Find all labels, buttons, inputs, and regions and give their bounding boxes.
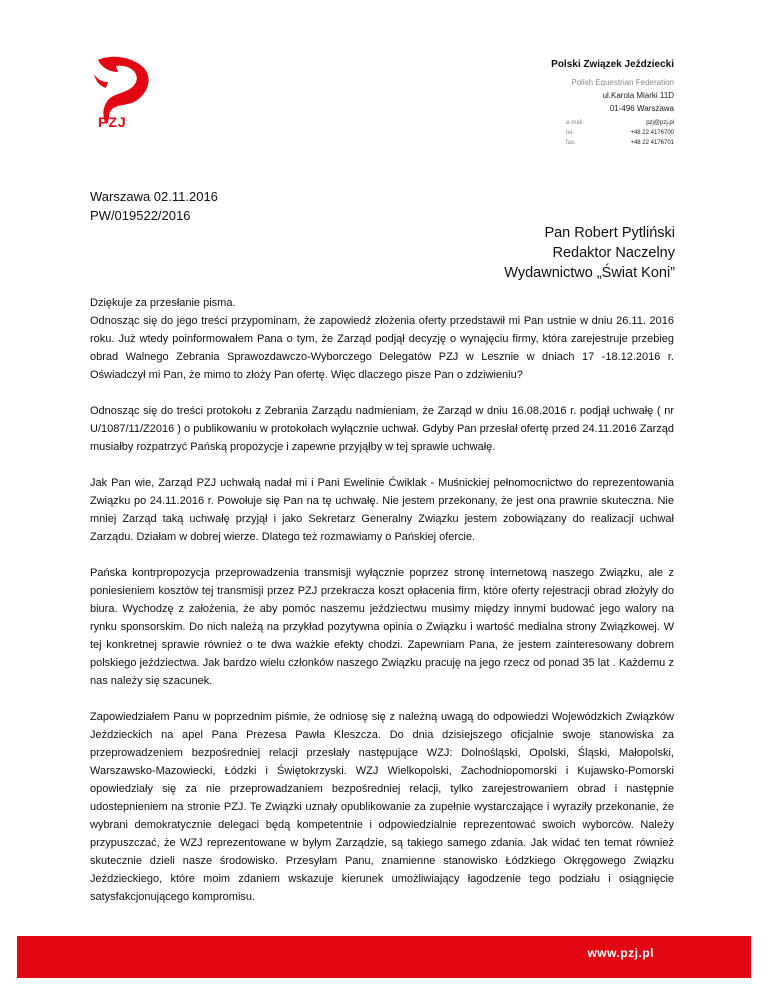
address-city: 01-496 Warszawa <box>609 104 674 113</box>
date-reference-block <box>90 187 218 225</box>
contact-label: tel. <box>566 130 575 136</box>
body-paragraph: Pańska kontrpropozycja przeprowadzenia transmisji wyłącznie poprzez stronę internetową naszego Związku, ale z poniesieniem kosztów tej transmisji przez PZJ przekracza koszt opłacenia firm, które oferty rejestracji obrad złożyły do biura. Wychodzę z założenia, że aby pomóc naszemu jeździectwu musimy między innymi budować jego walory na rynku sponsorskim. Do nich należą na przykład pozytywna opinia o Związku i wartość medialna strony Związkowej. W tej konkretnej sprawie również o te dwa ważkie efekty chodzi. Zapewniam Pana, że jestem zainteresowany dobrem polskiego jeździectwa. Jak bardzo wielu członków naszego Związku pracuję na jego rzecz od ponad 35 lat . Każdemu z nas należy się szacunek. <box>90 567 674 687</box>
recipient-name: Pan Robert Pytliński <box>544 225 675 241</box>
contact-fax-row <box>566 138 674 148</box>
logo-text: PZJ <box>98 114 127 130</box>
contact-email-row <box>566 118 674 128</box>
place-date: Warszawa 02.11.2016 <box>90 189 218 204</box>
contact-block <box>566 118 674 148</box>
contact-email[interactable]: pzj@pzj.pl <box>646 120 674 126</box>
address-street: ul.Karola Miarki 11D <box>602 91 674 100</box>
contact-phone: +48 22 4176700 <box>630 130 674 136</box>
website-link[interactable]: www.pzj.pl <box>587 946 654 960</box>
org-name-english: Polish Equestrian Federation <box>571 78 674 87</box>
body-paragraph: Dziękuje za przesłanie pisma. Odnosząc się do jego treści przypominam, że zapowiedź złożenia oferty przedstawił mi Pan ustnie w dniu 26.11. 2016 roku. Już wtedy poinformowałem Pana o tym, że Zarząd podjął decyzję o wynajęciu firmy, która zarejestruje przebieg obrad Walnego Zebrania Sprawozdawczo-Wyborczego Delegatów PZJ w Lesznie w dniach 17 -18.12.2016 r. Oświadczył mi Pan, że mimo to złoży Pan ofertę. Więc dlaczego pisze Pan o zdziwieniu? <box>90 297 674 381</box>
letter-body <box>90 294 674 924</box>
recipient-block <box>504 223 675 283</box>
body-paragraph: Zapowiedziałem Panu w poprzednim piśmie, że odniosę się z należną uwagą do odpowiedzi Wojewódzkich Związków Jeździeckich na apel Pana Prezesa Pawła Kleszcza. Do dnia dzisiejszego oficjalnie swoje stanowiska za przeprowadzeniem bezpośredniej relacji przesłały następujące WZJ: Dolnośląski, Opolski, Śląski, Małopolski, Warszawsko-Mazowiecki, Łódzki i Świętokrzyski. WZJ Wielkopolski, Zachodniopomorski i Kujawsko-Pomorski opowiedziały się za nie przeprowadzaniem bezpośredniej relacji, tylko zarejestrowaniem obrad i następnie udostepnieniem na stronie PZJ. Te Związki uznały opublikowanie za zupełnie wystarczające i wyraziły przekonanie, że wybrani demokratycznie delegaci będą kompetentnie i odpowiedzialnie reprezentować swoich wyborców. Należy przypuszczać, że WZJ reprezentowane w byłym Zarządzie, są takiego samego zdania. Jak widać ten temat również skutecznie dzieli nasze środowisko. Przesyłam Panu, znamienne stanowisko Łódzkiego Okręgowego Związku Jeździeckiego, które moim zdaniem wskazuje kierunek umożliwiający łagodzenie tego podziału i osiągnięcie satysfakcjonującego kompromisu. <box>90 711 674 903</box>
contact-label: e-mail: <box>566 120 585 126</box>
body-paragraph: Jak Pan wie, Zarząd PZJ uchwałą nadał mi i Pani Ewelinie Ćwiklak - Muśnickiej pełnomocnictwo do reprezentowania Związku po 24.11.2016 r. Powołuje się Pan na tę uchwałę. Nie jestem przekonany, że jest ona prawnie skuteczna. Nie mniej Zarząd taką uchwałę przyjął i jako Sekretarz Generalny Związku jestem zobowiązany do realizacji uchwał Zarządu. Działam w dobrej wierze. Dlatego też rozmawiamy o Pańskiej ofercie. <box>90 477 674 543</box>
reference-number: PW/019522/2016 <box>90 208 191 223</box>
contact-phone-row <box>566 128 674 138</box>
recipient-publication: Wydawnictwo „Świat Koni” <box>504 265 675 281</box>
recipient-title: Redaktor Naczelny <box>552 245 675 261</box>
org-name: Polski Związek Jeździecki <box>551 59 674 70</box>
organization-header <box>551 58 674 115</box>
contact-label: fax. <box>566 140 576 146</box>
contact-fax: +48 22 4176701 <box>630 140 674 146</box>
body-paragraph: Odnosząc się do treści protokołu z Zebrania Zarządu nadmieniam, że Zarząd w dniu 16.08.2016 r. podjął uchwałę ( nr U/1087/11/Z2016 ) o publikowaniu w protokołach wyłącznie uchwał. Gdyby Pan przesłał ofertę przed 24.11.2016 Zarząd musiałby rozpatrzyć Pańską propozycje i zapewne przyjąłby w tej sprawie uchwałę. <box>90 405 674 453</box>
footer <box>0 936 768 978</box>
